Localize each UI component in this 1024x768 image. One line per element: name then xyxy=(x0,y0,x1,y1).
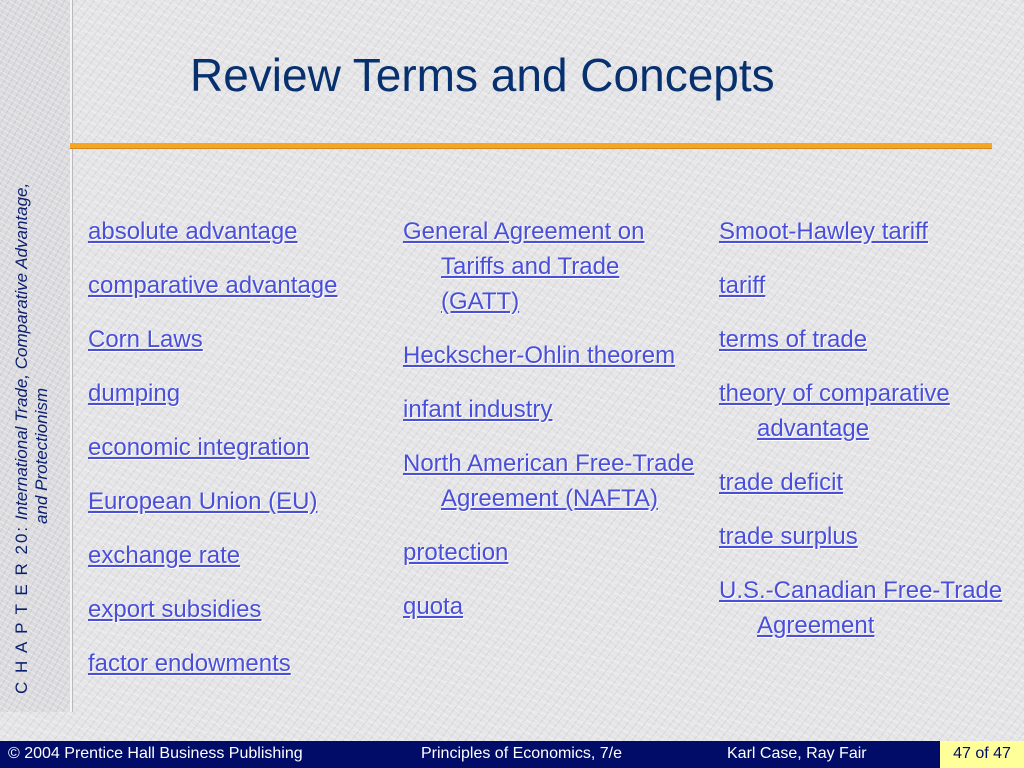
title-divider xyxy=(70,143,992,148)
footer-book-title: Principles of Economics, 7/e xyxy=(421,745,622,762)
terms-column-1 xyxy=(88,214,388,700)
terms-column-2 xyxy=(403,214,703,643)
term-link[interactable]: theory of comparative advantage xyxy=(719,380,950,442)
term-link[interactable]: exchange rate xyxy=(88,542,241,569)
term-link[interactable]: European Union (EU) xyxy=(88,488,318,515)
term-link[interactable]: U.S.-Canadian Free-Trade Agreement xyxy=(719,577,1003,639)
term-link[interactable]: dumping xyxy=(88,380,181,407)
term-link[interactable]: protection xyxy=(403,539,509,566)
term-link[interactable]: General Agreement on Tariffs and Trade (GATT) xyxy=(403,218,645,315)
term-link[interactable]: factor endowments xyxy=(88,650,291,677)
term-link[interactable]: North American Free-Trade Agreement (NAFTA) xyxy=(403,450,695,512)
page-number: 47 of 47 xyxy=(953,745,1011,762)
term-link[interactable]: tariff xyxy=(719,272,766,299)
terms-column-3 xyxy=(719,214,1009,662)
slide-title: Review Terms and Concepts xyxy=(190,49,775,101)
term-link[interactable]: absolute advantage xyxy=(88,218,298,245)
chapter-label: C H A P T E R 20: xyxy=(12,524,31,694)
chapter-title-line1: International Trade, Comparative Advantage, xyxy=(12,182,31,521)
term-link[interactable]: quota xyxy=(403,593,464,620)
chapter-heading xyxy=(12,104,52,694)
term-link[interactable]: infant industry xyxy=(403,396,553,423)
term-link[interactable]: export subsidies xyxy=(88,596,262,623)
chapter-sidebar xyxy=(0,0,72,712)
term-link[interactable]: trade surplus xyxy=(719,523,858,550)
term-link[interactable]: economic integration xyxy=(88,434,310,461)
chapter-title-line2: and Protectionism xyxy=(32,387,51,524)
page-number-box xyxy=(940,741,1024,768)
term-link[interactable]: comparative advantage xyxy=(88,272,338,299)
term-link[interactable]: terms of trade xyxy=(719,326,868,353)
term-link[interactable]: Heckscher-Ohlin theorem xyxy=(403,342,676,369)
footer-copyright: © 2004 Prentice Hall Business Publishing xyxy=(8,745,303,762)
term-link[interactable]: Smoot-Hawley tariff xyxy=(719,218,928,245)
footer-authors: Karl Case, Ray Fair xyxy=(727,745,867,762)
slide-footer xyxy=(0,741,1024,768)
term-link[interactable]: Corn Laws xyxy=(88,326,203,353)
term-link[interactable]: trade deficit xyxy=(719,469,844,496)
